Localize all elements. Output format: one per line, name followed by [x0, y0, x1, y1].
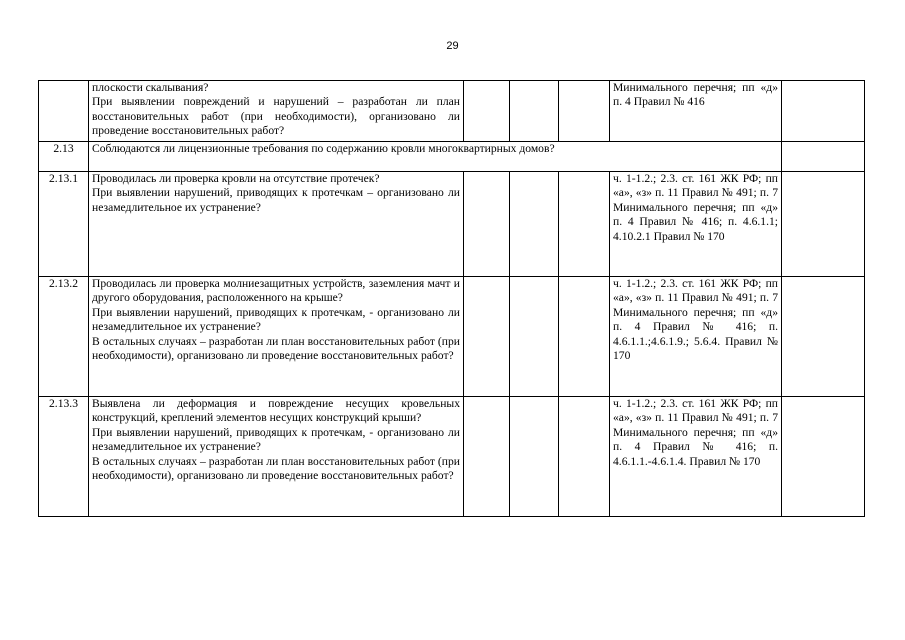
answer-na-cell[interactable] [559, 397, 610, 517]
legal-reference: ч. 1-1.2.; 2.3. ст. 161 ЖК РФ; пп «а», «з» п. 11 Правил № 491; п. 7 Минимального перечня; пп «д» п. 4 Правил № 416; п. 4.6.1.1.-4.6.1.4. Правил № 170 [610, 397, 782, 517]
item-number: 2.13.2 [39, 277, 89, 397]
answer-na-cell[interactable] [559, 81, 610, 142]
table-row [39, 81, 865, 142]
answer-no-cell[interactable] [510, 81, 559, 142]
table-row [39, 172, 865, 277]
table-row [39, 142, 865, 172]
answer-yes-cell[interactable] [464, 277, 510, 397]
question-text [89, 277, 464, 397]
notes-cell[interactable] [782, 277, 865, 397]
legal-reference: Минимального перечня; пп «д» п. 4 Правил № 416 [610, 81, 782, 142]
question-line: При выявлении нарушений, приводящих к протечкам, - организовано ли незамедлительное их устранение? [92, 305, 460, 334]
notes-cell[interactable] [782, 172, 865, 277]
checklist-table [38, 80, 865, 517]
question-text [89, 397, 464, 517]
question-text [89, 172, 464, 277]
item-number: 2.13.3 [39, 397, 89, 517]
question-line: Выявлена ли деформация и повреждение несущих кровельных конструкций, креплений элементов несущих конструкций крыши? [92, 397, 460, 425]
legal-reference: ч. 1-1.2.; 2.3. ст. 161 ЖК РФ; пп «а», «з» п. 11 Правил № 491; п. 7 Минимального перечня; пп «д» п. 4 Правил № 416; п. 4.6.1.1.;4.6.1.9.; 5.6.4. Правил № 170 [610, 277, 782, 397]
question-line: При выявлении повреждений и нарушений – разработан ли план восстановительных работ (при необходимости), организовано ли проведение восстановительных работ? [92, 95, 460, 138]
legal-reference: ч. 1-1.2.; 2.3. ст. 161 ЖК РФ; пп «а», «з» п. 11 Правил № 491; п. 7 Минимального перечня; пп «д» п. 4 Правил № 416; п. 4.6.1.1; 4.10.2.1 Правил № 170 [610, 172, 782, 277]
table-row [39, 397, 865, 517]
answer-no-cell[interactable] [510, 277, 559, 397]
answer-na-cell[interactable] [559, 277, 610, 397]
section-heading: Соблюдаются ли лицензионные требования по содержанию кровли многоквартирных домов? [89, 142, 782, 172]
answer-no-cell[interactable] [510, 172, 559, 277]
answer-na-cell[interactable] [559, 172, 610, 277]
answer-yes-cell[interactable] [464, 81, 510, 142]
question-line: При выявлении нарушений, приводящих к протечкам, - организовано ли незамедлительное их устранение? [92, 425, 460, 454]
notes-cell[interactable] [782, 397, 865, 517]
question-text [89, 81, 464, 142]
answer-yes-cell[interactable] [464, 172, 510, 277]
question-line: В остальных случаях – разработан ли план восстановительных работ (при необходимости), организовано ли проведение восстановительных работ? [92, 334, 460, 363]
question-line: плоскости скалывания? [92, 81, 209, 94]
item-number [39, 81, 89, 142]
question-line: В остальных случаях – разработан ли план восстановительных работ (при необходимости), организовано ли проведение восстановительных работ? [92, 454, 460, 483]
question-line: Проводилась ли проверка молниезащитных устройств, заземления мачт и другого оборудования, расположенного на крыше? [92, 277, 460, 305]
answer-yes-cell[interactable] [464, 397, 510, 517]
item-number: 2.13.1 [39, 172, 89, 277]
notes-cell[interactable] [782, 142, 865, 172]
question-line: При выявлении нарушений, приводящих к протечкам – организовано ли незамедлительное их устранение? [92, 186, 460, 214]
answer-no-cell[interactable] [510, 397, 559, 517]
notes-cell[interactable] [782, 81, 865, 142]
table-row [39, 277, 865, 397]
page-number: 29 [446, 40, 459, 52]
item-number: 2.13 [39, 142, 89, 172]
question-line: Проводилась ли проверка кровли на отсутствие протечек? [92, 172, 380, 185]
